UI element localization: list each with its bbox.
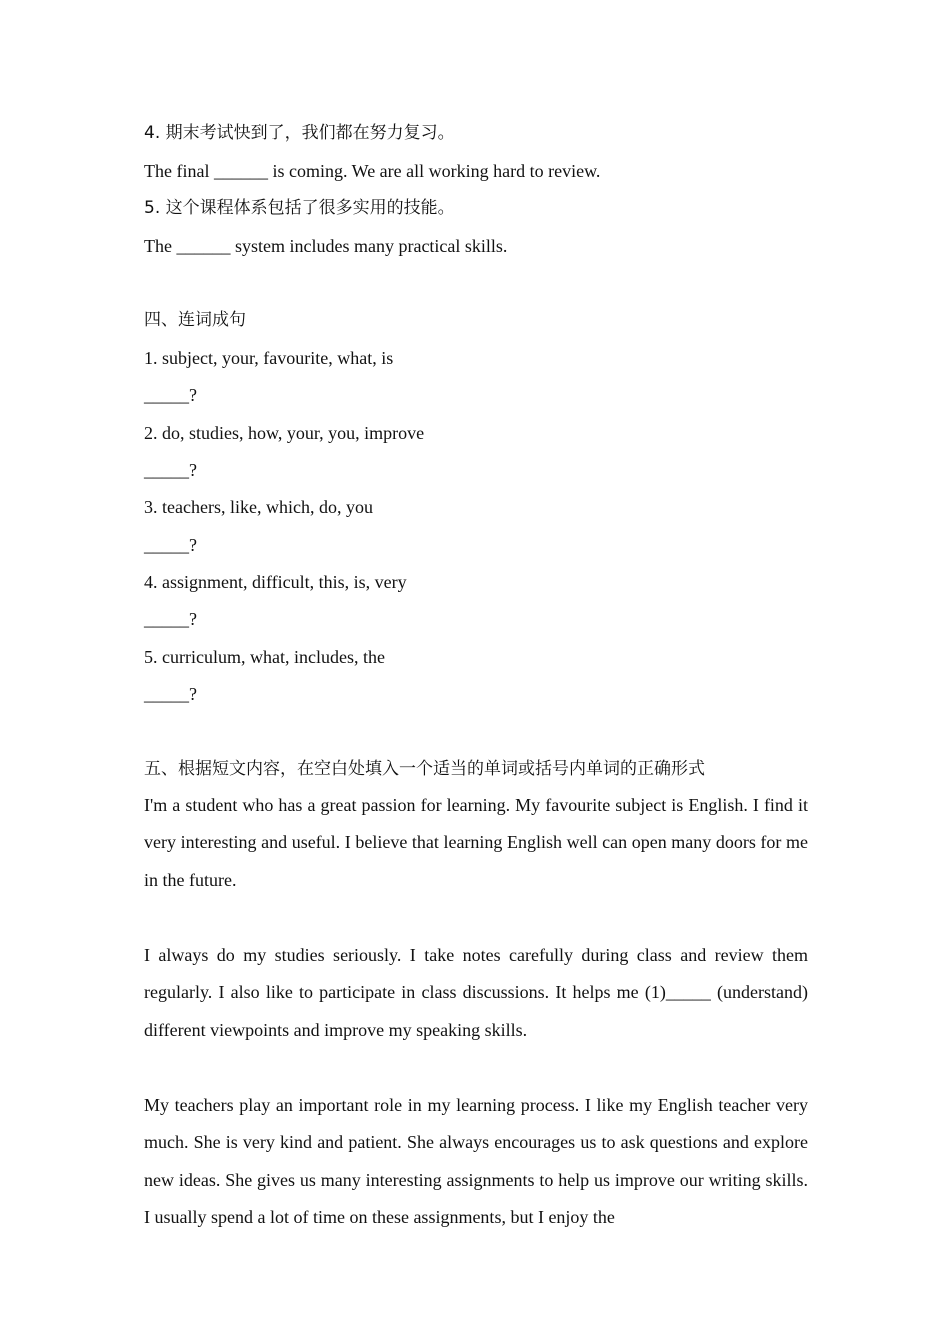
- sentence-item-3-answer-blank: _____?: [144, 535, 197, 555]
- sentence-item-1-words: 1. subject, your, favourite, what, is: [144, 348, 394, 368]
- sentence-item-3-words: 3. teachers, like, which, do, you: [144, 497, 373, 517]
- sentence-item-2-words: 2. do, studies, how, your, you, improve: [144, 423, 425, 443]
- sentence-item-4-words: 4. assignment, difficult, this, is, very: [144, 572, 407, 592]
- passage-paragraph-3: My teachers play an important role in my learning process. I like my English teacher very much. She is very kind and patient. She always encourages us to ask questions and explore new ideas. She gives us many interesting assignments to help us improve our writing skills. I usually spend a lot of time on these assignments, but I enjoy the: [144, 1095, 808, 1228]
- passage-paragraph-2: I always do my studies seriously. I take notes carefully during class and review them regularly. I also like to participate in class discussions. It helps me (1)_____ (understand) different viewpoints and improve my speaking skills.: [144, 945, 808, 1040]
- sentence-item-1-answer-blank: _____?: [144, 385, 197, 405]
- translation-item-4-english: The final ______ is coming. We are all working hard to review.: [144, 161, 601, 181]
- sentence-item-4-answer-blank: _____?: [144, 609, 197, 629]
- translation-item-5-chinese: 5. 这个课程体系包括了很多实用的技能。: [144, 198, 455, 218]
- section-5-heading: 五、根据短文内容，在空白处填入一个适当的单词或括号内单词的正确形式: [144, 759, 705, 779]
- sentence-item-5-answer-blank: _____?: [144, 684, 197, 704]
- translation-item-5-english: The ______ system includes many practical skills.: [144, 236, 508, 256]
- passage-paragraph-1: I'm a student who has a great passion for learning. My favourite subject is English. I find it very interesting and useful. I believe that learning English well can open many doors for me in the future.: [144, 795, 808, 890]
- document-page: [144, 0, 808, 1344]
- translation-item-4-chinese: 4. 期末考试快到了，我们都在努力复习。: [144, 123, 455, 143]
- sentence-item-2-answer-blank: _____?: [144, 460, 197, 480]
- sentence-item-5-words: 5. curriculum, what, includes, the: [144, 647, 385, 667]
- section-4-heading: 四、连词成句: [144, 310, 246, 330]
